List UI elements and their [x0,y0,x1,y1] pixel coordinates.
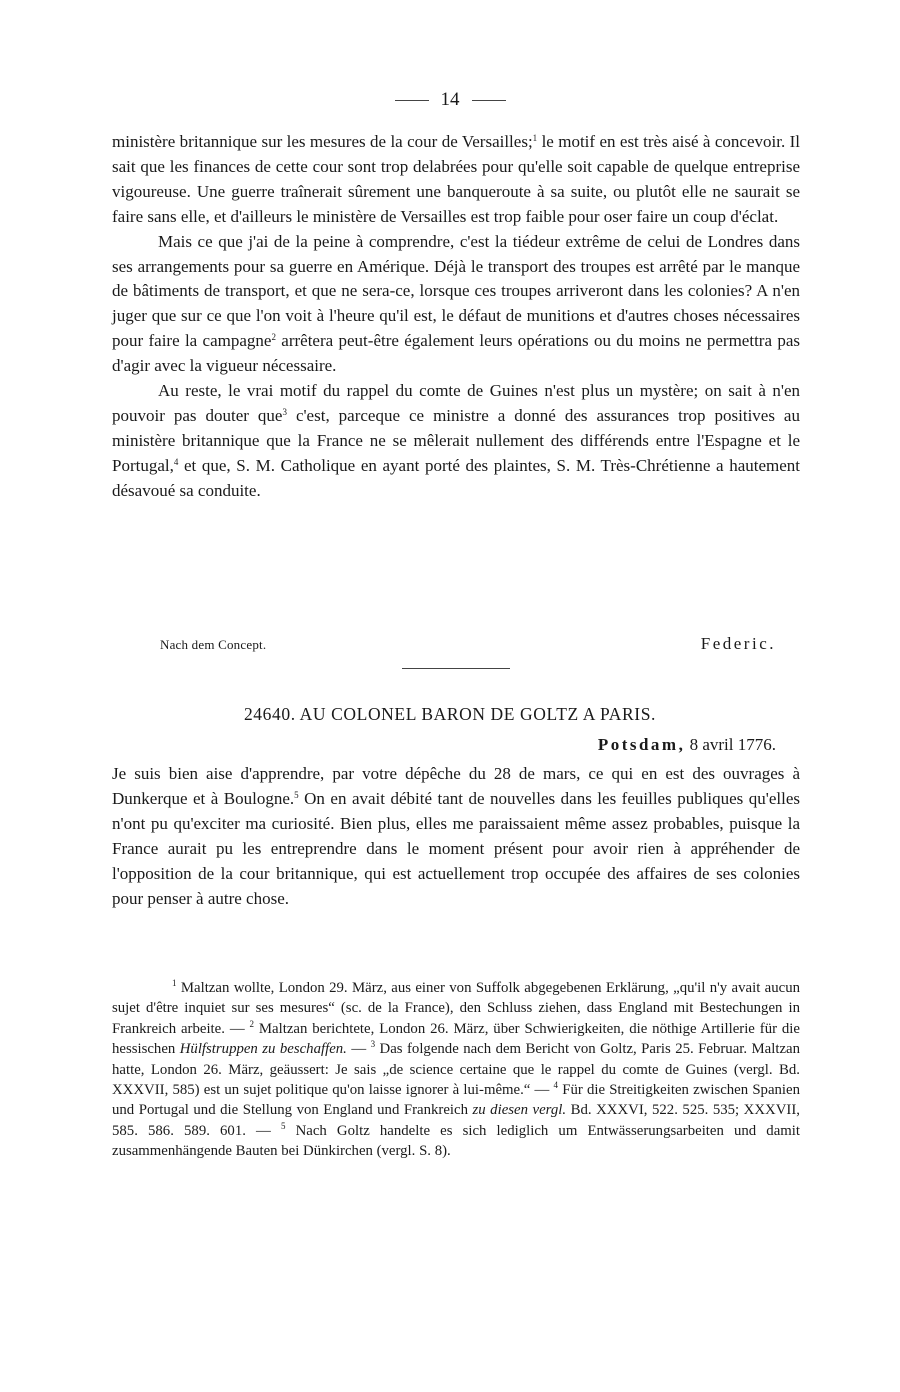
footnote-text-2: Maltzan berichtete, London 26. März, über Schwierigkeiten, die nöthige Artillerie für die hessischen [112,1020,800,1058]
letter-title: 24640. AU COLONEL BARON DE GOLTZ A PARIS. [243,704,657,724]
text-run: le motif en est très aisé à concevoir. Il sait que les finances de cette cour sont trop delabrées pour qu'elle soit capable de quelque entreprise vigoureuse. Une guerre traînerait sûrement une banqueroute à sa suite, ou plutôt elle ne saurait se faire sans elle, et d'ailleurs le ministère de Versailles est trop faible pour oser faire un coup d'éclat. [112,132,800,226]
footnote-mark-5: 5 [280,1120,286,1131]
footnote-ref-4: 4 [173,456,179,467]
text-run: Je suis bien aise d'apprendre, par votre dépêche du 28 de mars, ce qui en est des ouvrages à Dunkerque et à Boulogne. [112,764,800,808]
text-run: arrêtera peut-être également leurs opérations ou du moins ne permettra pas d'agir avec la vigueur nécessaire. [112,331,800,376]
footnote-ref-5: 5 [294,789,299,800]
paragraph-2 [112,230,800,379]
footnote-ref-3: 3 [282,406,287,417]
page-number-text: 14 [440,89,460,110]
footnote-text-4: Für die Streitigkeiten zwischen Spanien und Portugal und die Stellung von England und Frankreich [112,1082,800,1119]
source-note: Nach dem Concept. [160,637,267,652]
text-run: et que, S. M. Catholique en ayant porté des plaintes, S. M. Très-Chrétienne a hautement désavoué sa conduite. [112,455,800,500]
header-rule-left [395,100,429,101]
footnote-sep: — [346,1041,371,1058]
footnote-italic-2: Hülfstruppen zu beschaffen. [179,1041,347,1058]
header-rule-right [472,100,506,101]
footnote-sep: Bd. XXXVI, 522. 525. 535; XXXVII, 585. 586. 589. 601. — [112,1102,800,1139]
page-number [0,88,900,112]
section-divider [402,668,510,669]
text-run: ministère britannique sur les mesures de la cour de Versailles; [112,132,533,151]
source-row [160,636,776,654]
paragraph-3 [112,379,800,504]
footnotes [112,978,800,1162]
letter-paragraph [112,762,800,911]
footnote-text-3: Das folgende nach dem Bericht von Goltz, Paris 25. Februar. Maltzan hatte, London 26. März, geäussert: Je sais „de science certaine que le rappel du comte de Guines (vergl. Bd. XXXVII, 585) est un sujet politique qu'on laisse ignorer à lui-même.“ — [112,1041,800,1099]
text-run: On en avait débité tant de nouvelles dans les feuilles publiques qu'elles n'ont pu qu'exciter ma curiosité. Bien plus, elles me paraissaient même assez probables, puisque la France aurait pu les entreprendre dans le moment présent pour avoir rien à appréhender de l'opposition de la cour britannique, qui est actuellement trop occupée des affaires de ses colonies pour penser à autre chose. [112,788,801,908]
footnote-mark-1: 1 [172,978,177,988]
footnote-ref-2: 2 [271,332,276,343]
text-run: c'est, parceque ce ministre a donné des assurances trop positives au ministère britannique que la France ne se mêlerait nullement des différends entre l'Espagne et le Portugal, [112,405,800,475]
dateline-place: Potsdam, [597,735,686,754]
footnote-mark-4: 4 [553,1080,559,1091]
dateline [598,735,776,755]
footnote-ref-1: 1 [532,133,538,143]
footnote-text-5: Nach Goltz handelte es sich lediglich um Entwässerungsarbeiten und damit zusammenhängende Bauten bei Dünkirchen (vergl. S. 8). [112,1122,801,1160]
footnote-mark-3: 3 [370,1039,376,1050]
footnote-text-1: Maltzan wollte, London 29. März, aus einer von Suffolk abgegebenen Erklärung, „qu'il n'y avait aucun sujet d'être inquiet sur ses mesures“ (sc. de la France), den Schluss ziehen, dass England mit Bestechungen in Frankreich arbeite. — [112,980,800,1037]
text-run: Mais ce que j'ai de la peine à comprendre, c'est la tiédeur extrême de celui de Londres dans ses arrangements pour sa guerre en Amérique. Déjà le transport des troupes est arrêté par le manque de bâtiments de transport, et que ne sera-ce, lorsque ces troupes arriveront dans les colonies? A n'en juger que sur ce que l'on voit à l'heure qu'il est, le défaut de munitions et d'autres choses nécessaires pour faire la campagne [112,231,800,351]
continuation-text [112,130,800,504]
paragraph-1 [112,130,800,230]
footnote-italic-4: zu diesen vergl. [472,1102,567,1119]
letter-body [112,762,800,911]
text-run: Au reste, le vrai motif du rappel du comte de Guines n'est plus un mystère; on sait à n'en pouvoir pas douter que [112,381,800,425]
dateline-date: 8 avril 1776. [685,735,776,754]
signature: Federic. [700,634,776,653]
footnote-mark-2: 2 [249,1018,255,1029]
